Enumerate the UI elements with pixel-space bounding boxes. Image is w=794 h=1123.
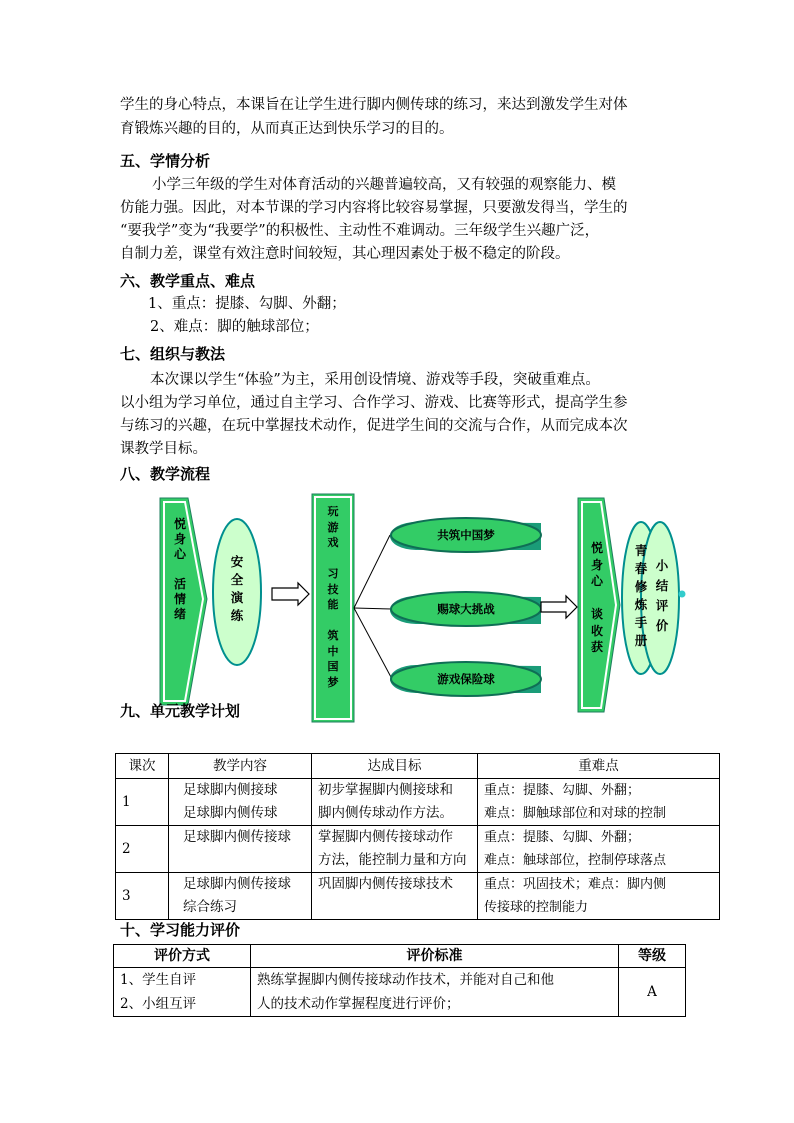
lesson-number: 3 [116, 873, 169, 920]
section-9-heading: 九、单元教学计划 [120, 702, 241, 720]
evaluation-header-row [114, 945, 686, 968]
lesson-content: 足球脚内侧传接球 [169, 826, 312, 873]
flow-char: 玩 [327, 505, 339, 518]
flow-char: 活 [173, 577, 186, 591]
header-grade: 等级 [619, 945, 686, 968]
flow-dot [679, 591, 686, 598]
s7-line-1: 本次课以学生“体验”为主，采用创设情境、游戏等手段，突破重难点。 [150, 372, 600, 388]
flow-char: 演 [230, 590, 244, 605]
flow-char: 评 [655, 598, 669, 613]
s6-item-1: 1、重点：提膝、勾脚、外翻； [148, 296, 346, 312]
s5-line-1: 小学三年级的学生对体育活动的兴趣普遍较高，又有较强的观察能力、模 [152, 177, 616, 193]
flow-char: 炼 [634, 597, 648, 612]
s5-line-4: 自制力差，课堂有效注意时间较短，其心理因素处于极不稳定的阶段。 [120, 246, 570, 262]
lesson-key-points: 重点：提膝、勾脚、外翻； 难点：脚触球部位和对球的控制 [478, 779, 720, 826]
lesson-number: 1 [116, 779, 169, 826]
flow-char: 结 [655, 578, 669, 593]
table-row [116, 826, 720, 873]
flow-char [323, 551, 343, 567]
header-criteria: 评价标准 [251, 945, 619, 968]
flow-char: 春 [634, 561, 648, 576]
header-content: 教学内容 [169, 754, 312, 779]
evaluation-methods: 1、学生自评 2、小组互评 [114, 968, 251, 1017]
flow-char [323, 613, 343, 629]
lesson-key-points: 重点：提膝、勾脚、外翻； 难点：触球部位，控制停球落点 [478, 826, 720, 873]
flow-char: 情 [173, 592, 186, 606]
s7-line-3: 与练习的兴趣，在玩中掌握技术动作，促进学生间的交流与合作，从而完成本次 [120, 418, 628, 434]
flow-char: 筑 [327, 629, 339, 642]
flow-char: 悦 [173, 517, 186, 531]
flow-box-1-text [170, 517, 190, 622]
flow-char: 手 [634, 615, 648, 630]
section-10-heading: 十、学习能力评价 [120, 921, 241, 939]
s7-line-4: 课教学目标。 [120, 441, 207, 457]
flow-pill-2-label: 赐球大挑战 [437, 602, 495, 616]
lesson-number: 2 [116, 826, 169, 873]
lesson-goal: 初步掌握脚内侧接球和 脚内侧传球动作方法。 [312, 779, 478, 826]
lesson-goal: 巩固脚内侧传接球技术 [312, 873, 478, 920]
flow-char: 悦 [590, 541, 603, 555]
flow-char: 绪 [173, 607, 186, 621]
evaluation-grade: A [619, 968, 686, 1017]
flow-char: 心 [590, 574, 603, 588]
table-row [114, 968, 686, 1017]
flow-char: 梦 [327, 675, 339, 689]
flow-arrow-1 [272, 583, 309, 605]
s6-item-2: 2、难点：脚的触球部位； [150, 319, 319, 335]
section-5-heading: 五、学情分析 [120, 152, 211, 170]
unit-plan-table [115, 753, 720, 920]
flow-char: 习 [327, 567, 339, 580]
flow-char: 心 [173, 547, 186, 561]
flow-char: 能 [327, 598, 339, 611]
flow-char: 获 [590, 640, 603, 654]
flow-oval-1-text [227, 553, 247, 625]
flow-oval-2-left-text [631, 542, 651, 650]
flow-char: 身 [173, 532, 186, 546]
flow-char: 青 [634, 543, 648, 558]
flow-box-2-text [323, 504, 343, 690]
lesson-key-points: 重点：巩固技术；难点：脚内侧 传接球的控制能力 [478, 873, 720, 920]
flow-char: 收 [590, 623, 603, 638]
s5-line-3: “要我学”变为“我要学”的积极性、主动性不难调动。三年级学生兴趣广泛， [120, 223, 600, 239]
s7-line-2: 以小组为学习单位，通过自主学习、合作学习、游戏、比赛等形式，提高学生参 [120, 395, 628, 411]
intro-line-2: 育锻炼兴趣的目的，从而真正达到快乐学习的目的。 [120, 121, 454, 137]
flow-pill-1-label: 共筑中国梦 [437, 528, 495, 542]
flow-char: 身 [590, 557, 603, 572]
flow-pill-3-label: 游戏保险球 [437, 672, 495, 686]
table-row [116, 873, 720, 920]
flow-char: 价 [655, 618, 669, 633]
evaluation-criteria: 熟练掌握脚内侧传接球动作技术，并能对自己和他 人的技术动作掌握程度进行评价； [251, 968, 619, 1017]
flow-char [587, 590, 607, 607]
evaluation-table [113, 944, 686, 1017]
lesson-goal: 掌握脚内侧传接球动作 方法，能控制力量和方向 [312, 826, 478, 873]
flow-oval-2-right-text [652, 556, 672, 636]
flow-char: 谈 [590, 607, 603, 621]
flow-char: 安 [230, 554, 244, 569]
section-7-heading: 七、组织与教法 [120, 345, 226, 363]
flow-char: 册 [634, 633, 648, 648]
flow-char [170, 562, 190, 577]
header-goal: 达成目标 [312, 754, 478, 779]
flow-char: 修 [634, 579, 648, 594]
flow-char: 国 [327, 660, 339, 673]
lesson-content: 足球脚内侧接球 足球脚内侧传球 [169, 779, 312, 826]
flow-box-3-text [587, 540, 607, 656]
flow-char: 全 [230, 572, 244, 587]
lesson-content: 足球脚内侧传接球 综合练习 [169, 873, 312, 920]
flow-char: 练 [230, 608, 244, 623]
section-6-heading: 六、教学重点、难点 [120, 272, 256, 290]
header-key-points: 重难点 [478, 754, 720, 779]
unit-plan-header-row [116, 754, 720, 779]
header-lesson: 课次 [116, 754, 169, 779]
flow-char: 小 [655, 558, 669, 573]
flow-char: 游 [327, 520, 339, 534]
flow-char: 中 [327, 644, 339, 658]
flow-arrow-2 [541, 596, 577, 618]
flow-char: 技 [327, 582, 339, 596]
s5-line-2: 仿能力强。因此，对本节课的学习内容将比较容易掌握，只要激发得当，学生的 [120, 200, 628, 216]
intro-line-1: 学生的身心特点，本课旨在让学生进行脚内侧传球的练习，来达到激发学生对体 [120, 97, 628, 113]
section-8-heading: 八、教学流程 [120, 465, 211, 483]
header-method: 评价方式 [114, 945, 251, 968]
table-row [116, 779, 720, 826]
flow-char: 戏 [327, 536, 339, 549]
